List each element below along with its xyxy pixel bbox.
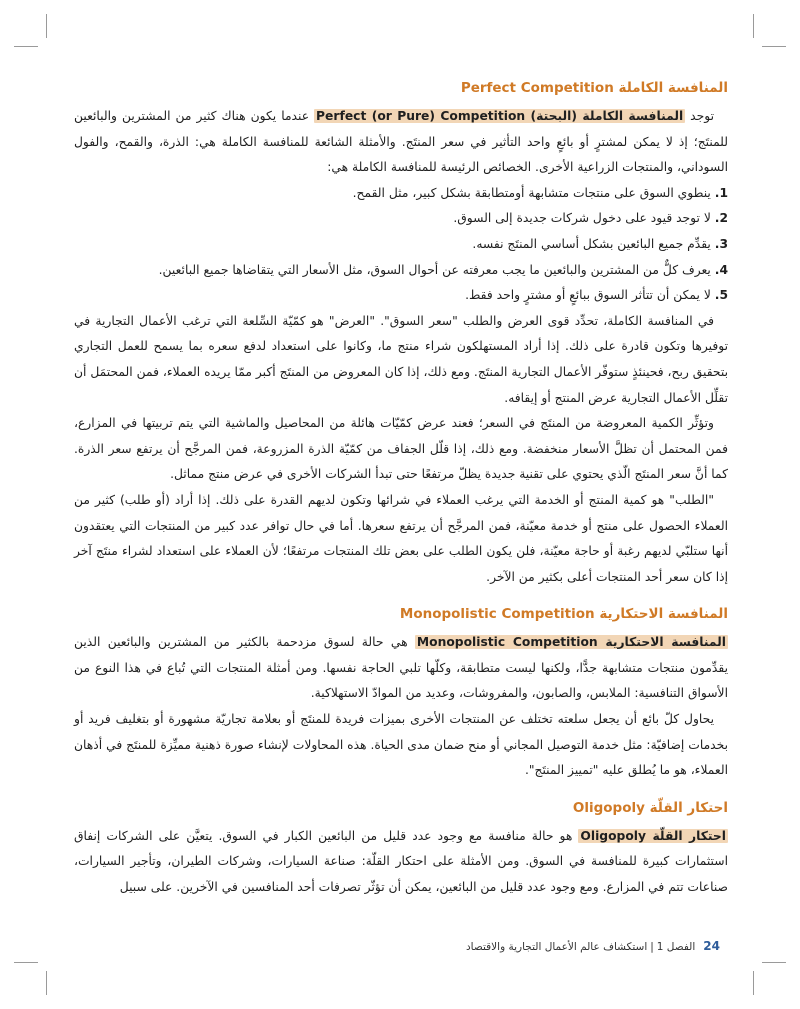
footer-separator: |: [650, 941, 654, 953]
crop-mark-bottom-left-h: [14, 962, 38, 963]
paragraph-demand: "الطلب" هو كمية المنتج أو الخدمة التي يرغب العملاء في شرائها وتكون لديهم القدرة على ذلك. إذا أراد (أو طلب) كثير من العملاء الحصول على منتج أو خدمة معيّنة، فمن المرجَّح أن يرتفع سعرها. أما في حال توافر عدد كبير من المنتجات التي يعتقدون أنها ستلبّي لديهم رغبة أو حاجة معيّنة، فلن يكون الطلب على بعض تلك المنتجات مرتفعًا؛ لأن العملاء على استعداد لشراء منتَج آخر إذا كان سعر أحد المنتجات أعلى بكثير من الآخر.: [74, 492, 728, 584]
heading-ar: احتكار القلّة: [649, 799, 728, 816]
list-item: 3. يقدِّم جميع البائعين بشكل أساسي المنتَج نفسه.: [472, 236, 728, 251]
paragraph-perfect-intro: [74, 104, 728, 181]
para-rest: هي حالة لسوق مزدحمة بالكثير من المشترين والبائعين الذين يقدِّمون منتجات متشابهة جدًّا، ولكنها ليست متطابقة، وكلّها تلبي الحاجة نفسها. ومن أمثلة المنتجات التي تُباع في هذا النوع من الأسواق التنافسية: الملابس، والصابون، والمفروشات، وعديد من الموادّ الاستهلاكية.: [74, 635, 728, 701]
list-item: 1. ينطوي السوق على منتجات متشابهة أومتطابقة بشكل كبير، مثل القمح.: [352, 185, 728, 200]
paragraph-supply: في المنافسة الكاملة، تحدِّد قوى العرض والطلب "سعر السوق". "العرض" هو كمّيّة السِّلعة التي ترغب الأعمال التجارية في توفيرها وتكون قادرة على ذلك. إذا أراد المستهلكون شراء منتج ما، وكانوا على استعداد لدفع سعره بما يسمح للعمل التجاري بتحقيق ربح، فحينئذٍ ستوفّر الأعمال التجارية المنتَج. ومع ذلك، إذا كان المعروض من المنتَج أكبر ممّا يريده العملاء، فمن المحتمَل أن تقلِّل الأعمال التجارية عرض المنتج أو إيقافه.: [74, 313, 728, 405]
section-heading-perfect-competition: [74, 76, 728, 100]
heading-ar: المنافسة الاحتكارية: [599, 606, 728, 623]
para-rest: هو حالة منافسة مع وجود عدد قليل من البائعين الكبار في السوق. يتعيَّن على الشركات إنفاق استثمارات كبيرة للمنافسة في السوق. ومن الأمثلة على احتكار القلّة: صناعة السيارات، وشركات الطيران، وتأجير السيارات، صناعات تتم في المزارع. ومع وجود عدد قليل من البائعين، يمكن أن تؤثّر تصرفات أحد المنافسين في الآخرين. على سبيل: [74, 828, 728, 895]
heading-en: Oligopoly: [572, 799, 645, 816]
page-number: 24: [703, 939, 720, 953]
paragraph-quantity-price: وتؤثِّر الكمية المعروضة من المنتَج في السعر؛ فعند عرض كمّيّات هائلة من المحاصيل والماشية التي يتم تربيتها في المزارع، فمن المحتمل أن تظلَّ الأسعار منخفضة. ومع ذلك، إذا قلّل الجفاف من كمّيّة الذرة المزروعة، فمن المرجَّح أن يرتفع سعر الذرة. كما أنَّ سعر المنتَج الّذي يحتوي على تقنية جديدة يظلّ مرتفعًا حتى تبدأ الشركات الأخرى في عرض منتج مماثل.: [74, 416, 728, 482]
list-item: 4. يعرف كلٌّ من المشترين والبائعين ما يجب معرفته عن أحوال السوق، مثل الأسعار التي يتقاضاها جميع البائعين.: [158, 262, 728, 277]
paragraph-monopolistic-intro: [74, 630, 728, 707]
heading-ar: المنافسة الكاملة: [618, 80, 728, 96]
heading-en: Monopolistic Competition: [399, 606, 595, 623]
term-highlight-oligopoly: احتكار القلّة Oligopoly: [580, 828, 727, 843]
crop-mark-top-left-h: [14, 46, 38, 47]
term-highlight-monopolistic: المنافسة الاحتكارية Monopolistic Competition: [416, 635, 726, 650]
crop-mark-top-right-h: [762, 46, 786, 47]
list-item: 2. لا توجد قيود على دخول شركات جديدة إلى السوق.: [453, 211, 728, 226]
crop-mark-bottom-right-h: [762, 962, 786, 963]
crop-mark-bottom-right-v: [753, 971, 754, 995]
term-highlight-perfect: المنافسة الكاملة (البحتة) Perfect (or Pure) Competition: [316, 109, 684, 123]
characteristics-list: [74, 181, 728, 309]
footer-title: استكشاف عالم الأعمال التجارية والاقتصاد: [466, 941, 648, 953]
para-rest: عندما يكون هناك كثير من المشترين والبائعين للمنتَج؛ إذ لا يمكن لمشترٍ أو بائعٍ واحد التأثير في سعر المنتَج. والأمثلة الشائعة للمنافسة الكاملة هي: الذرة، والقمح، والفول السوداني، والمنتجات الزراعية الأخرى. الخصائص الرئيسة للمنافسة الكاملة هي:: [74, 109, 728, 175]
paragraph-oligopoly-intro: [74, 824, 728, 901]
page-content: [74, 70, 728, 901]
crop-mark-top-right-v: [753, 14, 754, 38]
footer-chapter: الفصل 1: [656, 941, 696, 953]
page-footer: [466, 939, 720, 953]
section-heading-oligopoly: [74, 796, 728, 820]
para-lead: توجد: [685, 109, 715, 123]
crop-mark-bottom-left-v: [46, 971, 47, 995]
paragraph-product-differentiation: يحاول كلّ بائع أن يجعل سلعته تختلف عن المنتجات الأخرى بميزات فريدة للمنتَج أو بعلامة تجاريّة مشهورة أو بتغليف فريد أو بخدمات إضافيّة: مثل خدمة التوصيل المجاني أو منح ضمان مدى الحياة. هذه المحاولات لإنشاء صورة ذهنية مميِّزة للمنتَج في أذهان العملاء، هو ما يُطلق عليه "تمييز المنتَج".: [74, 712, 728, 778]
section-heading-monopolistic-competition: [74, 602, 728, 626]
list-item: 5. لا يمكن أن تتأثر السوق ببائعٍ أو مشترٍ واحد فقط.: [465, 288, 728, 303]
crop-mark-top-left-v: [46, 14, 47, 38]
heading-en: Perfect Competition: [460, 80, 614, 96]
